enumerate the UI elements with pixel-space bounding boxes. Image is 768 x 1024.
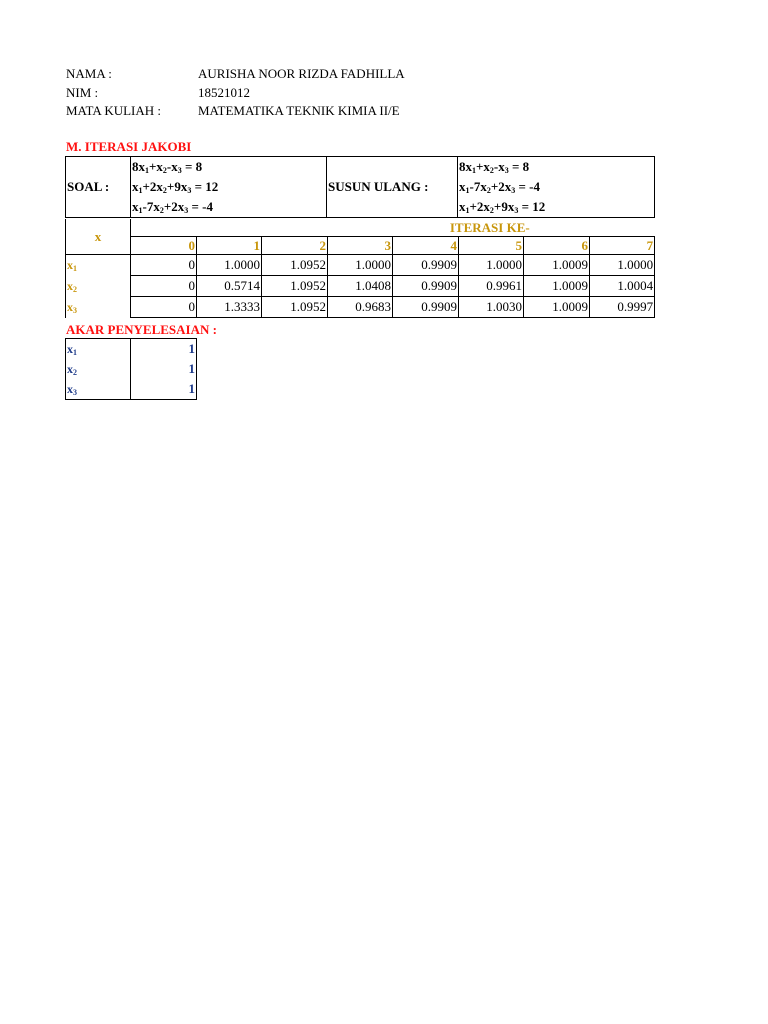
iteration-value: 0.9961	[459, 276, 524, 297]
akar-variable: $x_1$	[66, 339, 131, 360]
iteration-value: 1.0952	[262, 255, 328, 276]
table-row	[66, 276, 655, 297]
variable-label: $x_1$	[66, 255, 131, 276]
iteration-value: 0.9909	[393, 276, 459, 297]
iteration-number: 7	[590, 237, 655, 255]
iteration-value: 1.0030	[459, 297, 524, 318]
akar-value: 1	[131, 359, 197, 379]
iteration-value: 1.0952	[262, 297, 328, 318]
iteration-value: 0	[131, 255, 197, 276]
akar-variable: $x_2$	[66, 359, 131, 379]
iteration-number: 4	[393, 237, 459, 255]
akar-title: AKAR PENYELESAIAN :	[66, 322, 217, 337]
iteration-value: 0	[131, 297, 197, 318]
equation-table	[65, 156, 655, 218]
iteration-value: 1.0009	[524, 255, 590, 276]
iteration-number: 1	[197, 237, 262, 255]
soal-equation: $8x_1+x_2-x_3 = 8$	[131, 157, 327, 178]
variable-label: $x_3$	[66, 297, 131, 318]
iteration-value: 1.0009	[524, 297, 590, 318]
akar-value: 1	[131, 339, 197, 360]
iteration-value: 1.0952	[262, 276, 328, 297]
iteration-value: 0.9683	[328, 297, 393, 318]
section-title: M. ITERASI JAKOBI	[66, 139, 192, 154]
iteration-value: 0.9909	[393, 297, 459, 318]
akar-row	[66, 359, 197, 379]
iteration-value: 1.0000	[197, 255, 262, 276]
iterasi-header: ITERASI KE-	[131, 219, 655, 237]
susun-ulang-label: SUSUN ULANG :	[327, 157, 458, 218]
soal-equation: $x_1+2x_2+9x_3 = 12$	[131, 177, 327, 197]
susun-equation: $x_1-7x_2+2x_3 = -4$	[458, 177, 655, 197]
akar-variable: $x_3$	[66, 379, 131, 400]
susun-equation: $8x_1+x_2-x_3 = 8$	[458, 157, 655, 178]
iteration-value: 1.0408	[328, 276, 393, 297]
nim-label: NIM :	[66, 85, 99, 100]
iteration-number-row	[66, 237, 655, 255]
iteration-number: 0	[131, 237, 197, 255]
akar-row	[66, 339, 197, 360]
mata-kuliah-value: MATEMATIKA TEKNIK KIMIA II/E	[198, 103, 400, 118]
iteration-number: 3	[328, 237, 393, 255]
soal-label: SOAL :	[66, 157, 131, 218]
iteration-value: 0.9909	[393, 255, 459, 276]
iteration-value: 0	[131, 276, 197, 297]
variable-label: $x_2$	[66, 276, 131, 297]
iteration-number: 5	[459, 237, 524, 255]
iteration-number: 6	[524, 237, 590, 255]
nim-value: 18521012	[198, 85, 250, 100]
akar-row	[66, 379, 197, 400]
iteration-value: 1.3333	[197, 297, 262, 318]
nama-label: NAMA :	[66, 66, 112, 81]
akar-table	[65, 338, 197, 400]
soal-equation: $x_1-7x_2+2x_3 = -4$	[131, 197, 327, 218]
iteration-value: 1.0004	[590, 276, 655, 297]
iteration-value: 0.5714	[197, 276, 262, 297]
iteration-value: 1.0009	[524, 276, 590, 297]
akar-value: 1	[131, 379, 197, 400]
iteration-value: 1.0000	[590, 255, 655, 276]
iteration-table	[65, 219, 655, 318]
iteration-value: 1.0000	[459, 255, 524, 276]
iteration-value: 0.9997	[590, 297, 655, 318]
iteration-number: 2	[262, 237, 328, 255]
susun-equation: $x_1+2x_2+9x_3 = 12$	[458, 197, 655, 218]
iteration-body	[66, 255, 655, 318]
x-column-header: x	[66, 219, 131, 255]
nama-value: AURISHA NOOR RIZDA FADHILLA	[198, 66, 405, 81]
mata-kuliah-label: MATA KULIAH :	[66, 103, 162, 118]
table-row	[66, 255, 655, 276]
iteration-value: 1.0000	[328, 255, 393, 276]
table-row	[66, 297, 655, 318]
